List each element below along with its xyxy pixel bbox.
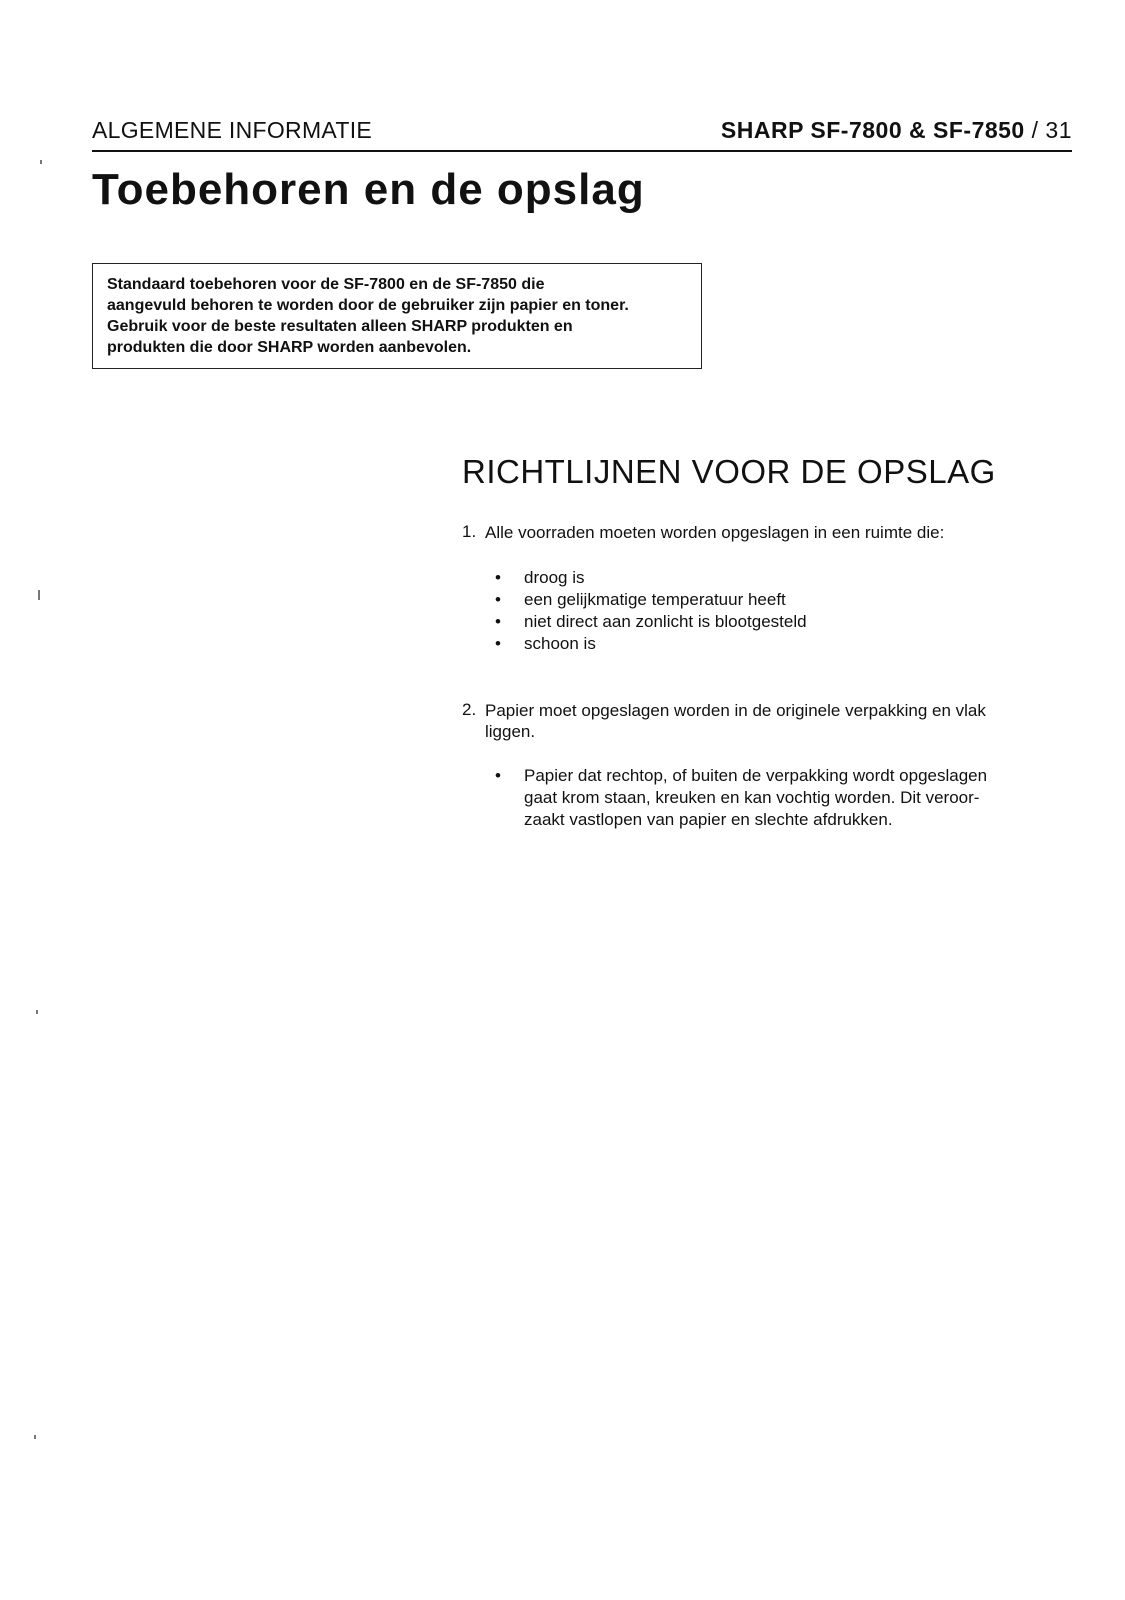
item-text-line: liggen. [485, 722, 536, 741]
item-text [485, 700, 986, 742]
page-separator: / [1024, 117, 1046, 143]
section-heading: RICHTLIJNEN VOOR DE OPSLAG [462, 453, 996, 490]
scan-speck [34, 1435, 36, 1439]
bullet-dot: • [495, 634, 501, 653]
list-item-text: niet direct aan zonlicht is blootgesteld [524, 612, 807, 631]
page-number: 31 [1045, 117, 1072, 143]
list-item-text: een gelijkmatige temperatuur heeft [524, 590, 786, 609]
list-item [490, 589, 807, 611]
bullet-dot: • [495, 568, 501, 587]
list-item-text: schoon is [524, 634, 596, 653]
info-line: produkten die door SHARP worden aanbevolen. [107, 339, 472, 356]
list-item-text [524, 765, 987, 831]
list-item [490, 567, 807, 589]
info-line: aangevuld behoren te worden door de gebruiker zijn papier en toner. [107, 297, 629, 314]
list-item-line: gaat krom staan, kreuken en kan vochtig worden. Dit veroor- [524, 788, 980, 807]
list-item [490, 611, 807, 633]
info-box [92, 263, 702, 369]
list-item [490, 765, 987, 831]
bullet-list [490, 567, 807, 655]
item-number: 1. [462, 522, 477, 541]
info-line: Standaard toebehoren voor de SF-7800 en de SF-7850 die [107, 276, 545, 293]
list-item-line: zaakt vastlopen van papier en slechte afdrukken. [524, 810, 893, 829]
section-label: ALGEMENE INFORMATIE [92, 117, 373, 143]
item-text: Alle voorraden moeten worden opgeslagen in een ruimte die: [485, 523, 945, 542]
bullet-dot: • [495, 612, 501, 631]
list-item-line: Papier dat rechtop, of buiten de verpakking wordt opgeslagen [524, 766, 988, 785]
bullet-dot: • [495, 590, 501, 609]
list-item-text: droog is [524, 568, 585, 587]
scan-speck [40, 160, 42, 164]
scan-speck [36, 1010, 38, 1014]
item-number: 2. [462, 700, 477, 719]
product-name: SHARP SF-7800 & SF-7850 [720, 117, 1025, 143]
item-text-line: Papier moet opgeslagen worden in de originele verpakking en vlak [485, 701, 986, 720]
page-title: Toebehoren en de opslag [92, 165, 645, 214]
product-page-label [721, 117, 1072, 144]
scan-speck [38, 590, 40, 600]
page-header [92, 112, 1072, 152]
list-item [490, 633, 807, 655]
info-line: Gebruik voor de beste resultaten alleen SHARP produkten en [107, 318, 573, 335]
bullet-dot: • [495, 766, 501, 785]
